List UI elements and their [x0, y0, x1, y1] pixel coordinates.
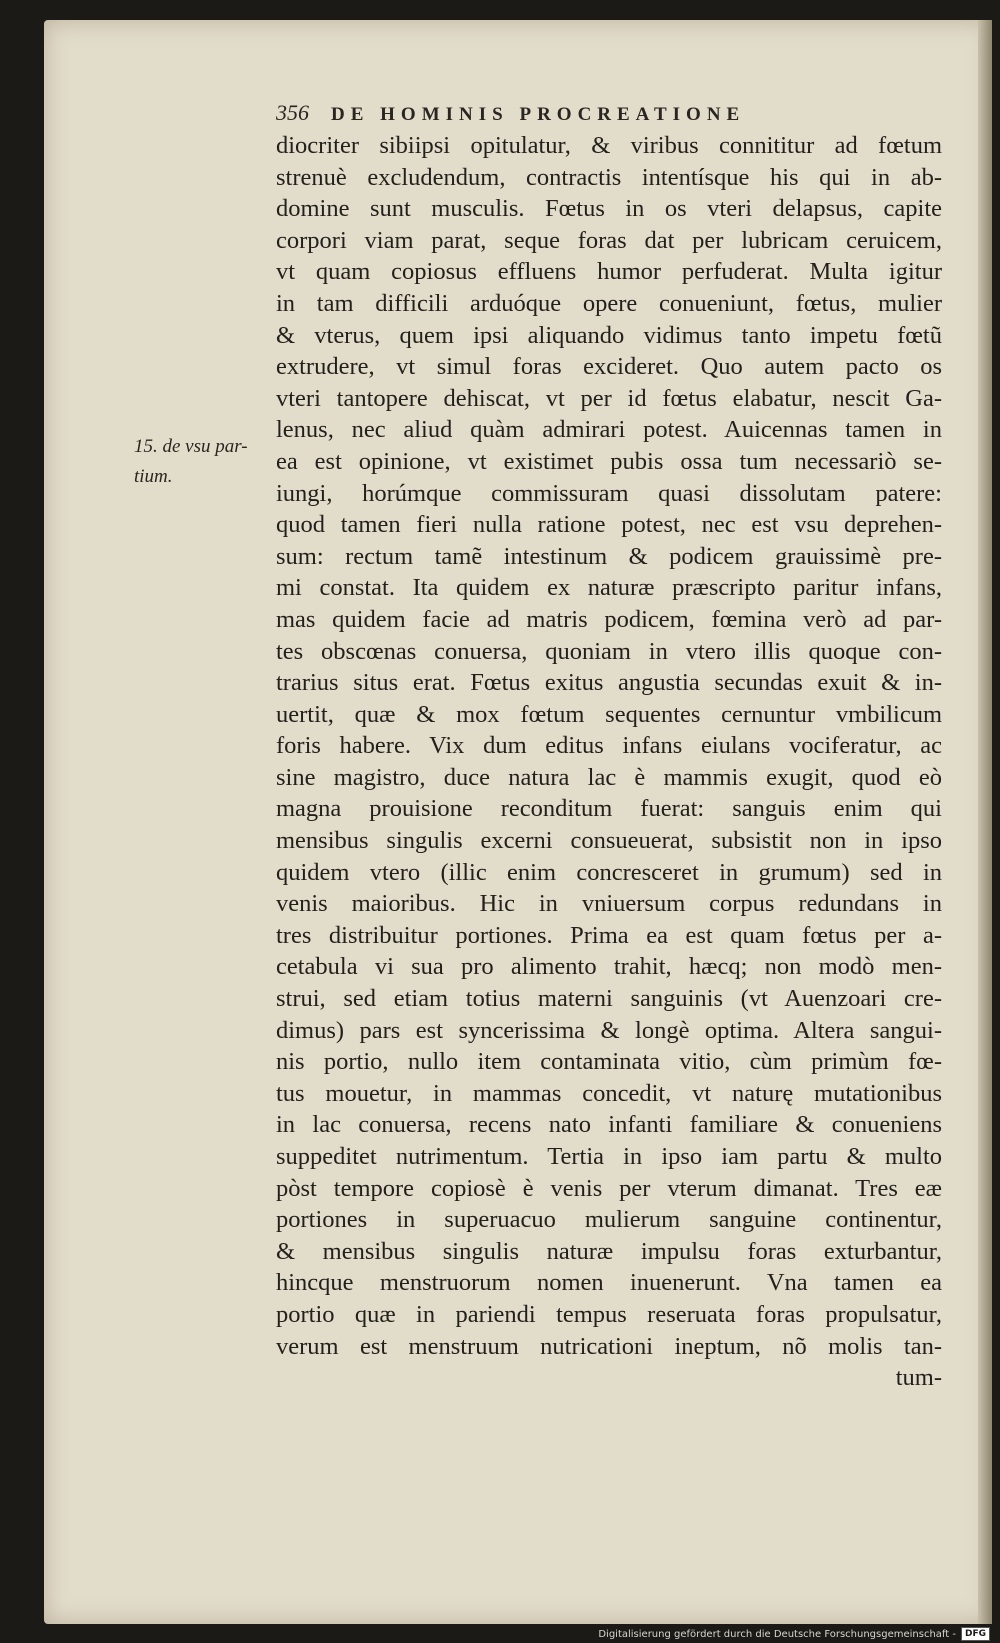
text-line: suppeditet nutrimentum. Tertia in ipso iam partu & multo: [276, 1143, 942, 1170]
text-line: ea est opinione, vt existimet pubis ossa tum necessariò se-: [276, 447, 942, 475]
text-line: mi constat. Ita quidem ex naturæ præscripto paritur infans,: [276, 574, 942, 602]
text-line: & mensibus singulis naturæ impulsu foras exturbantur,: [276, 1237, 942, 1265]
text-line: foris habere. Vix dum editus infans eiulans vociferatur, ac: [276, 732, 942, 760]
text-line: tus mouetur, in mammas concedit, vt naturę mutationibus: [276, 1079, 942, 1107]
text-line: portio quæ in pariendi tempus reseruata foras propulsatur,: [276, 1300, 942, 1328]
text-line: tres distribuitur portiones. Prima ea est quam fœtus per a-: [276, 921, 942, 949]
text-line: nis portio, nullo item contaminata vitio, cùm primùm fœ-: [276, 1048, 942, 1076]
text-line: venis maioribus. Hic in vniuersum corpus redundans in: [276, 890, 942, 918]
text-line: vt quam copiosus effluens humor perfuderat. Multa igitur: [276, 258, 942, 286]
text-line: mensibus singulis excerni consueuerat, subsistit non in ipso: [276, 827, 942, 855]
page-spine-edge: [978, 20, 992, 1624]
text-line: lenus, nec aliud quàm admirari potest. Auicennas tamen in: [276, 416, 942, 444]
text-line: strui, sed etiam totius materni sanguinis (vt Auenzoari cre-: [276, 985, 942, 1013]
text-line: in tam difficili arduóque opere conueniunt, fœtus, mulier: [276, 289, 942, 317]
text-line: sum: rectum tamẽ intestinum & podicem grauissimè pre-: [276, 542, 942, 570]
text-line: vteri tantopere dehiscat, vt per id fœtus elabatur, nescit Ga-: [276, 384, 942, 412]
footer-credit: Digitalisierung gefördert durch die Deutsche Forschungsgemeinschaft -: [598, 1628, 956, 1640]
text-line: diocriter sibiipsi opitulatur, & viribus connititur ad fœtum: [276, 132, 942, 159]
text-line: iungi, horúmque commissuram quasi dissolutam patere:: [276, 479, 942, 507]
text-line: corpori viam parat, seque foras dat per lubricam ceruicem,: [276, 226, 942, 254]
running-head: [276, 100, 936, 126]
margin-note-line: 15. de vsu par-: [134, 436, 248, 457]
text-line: cetabula vi sua pro alimento trahit, hæcq; non modò men-: [276, 953, 942, 981]
text-line: & vterus, quem ipsi aliquando vidimus tanto impetu fœtũ: [276, 321, 942, 349]
text-line: strenuè excludendum, contractis intentísque his qui in ab-: [276, 163, 942, 191]
digitization-footer: [598, 1627, 990, 1641]
text-line: trarius situs erat. Fœtus exitus angustia secundas exuit & in-: [276, 669, 942, 697]
text-line: in lac conuersa, recens nato infanti familiare & conueniens: [276, 1111, 942, 1139]
text-line: hincque menstruorum nomen inuenerunt. Vna tamen ea: [276, 1269, 942, 1297]
text-line: verum est menstruum nutricationi ineptum, nõ molis tan-: [276, 1332, 942, 1360]
text-line: portiones in superuacuo mulierum sanguine continentur,: [276, 1206, 942, 1234]
text-line: domine sunt musculis. Fœtus in os vteri delapsus, capite: [276, 195, 942, 223]
body-text: [276, 130, 942, 1394]
page-number: 356: [276, 100, 309, 125]
margin-note: [134, 432, 274, 492]
text-line: quidem vtero (illic enim concresceret in grumum) sed in: [276, 858, 942, 886]
dfg-logo: DFG: [961, 1627, 990, 1641]
margin-note-line: tium.: [134, 466, 173, 487]
text-line: extrudere, vt simul foras excideret. Quo autem pacto os: [276, 353, 942, 381]
text-line: dimus) pars est syncerissima & longè optima. Altera sangui-: [276, 1016, 942, 1044]
text-line: uertit, quæ & mox fœtum sequentes cernuntur vmbilicum: [276, 700, 942, 728]
running-title: DE HOMINIS PROCREATIONE: [331, 104, 746, 125]
text-line: magna prouisione reconditum fuerat: sanguis enim qui: [276, 795, 942, 823]
catchword: tum-: [895, 1364, 942, 1392]
text-line: quod tamen fieri nulla ratione potest, nec est vsu deprehen-: [276, 511, 942, 539]
text-line: tes obscœnas conuersa, quoniam in vtero illis quoque con-: [276, 637, 942, 665]
text-line: sine magistro, duce natura lac è mammis exugit, quod eò: [276, 763, 942, 791]
text-line: pòst tempore copiosè è venis per vterum dimanat. Tres eæ: [276, 1174, 942, 1202]
text-line: mas quidem facie ad matris podicem, fœmina verò ad par-: [276, 605, 942, 633]
